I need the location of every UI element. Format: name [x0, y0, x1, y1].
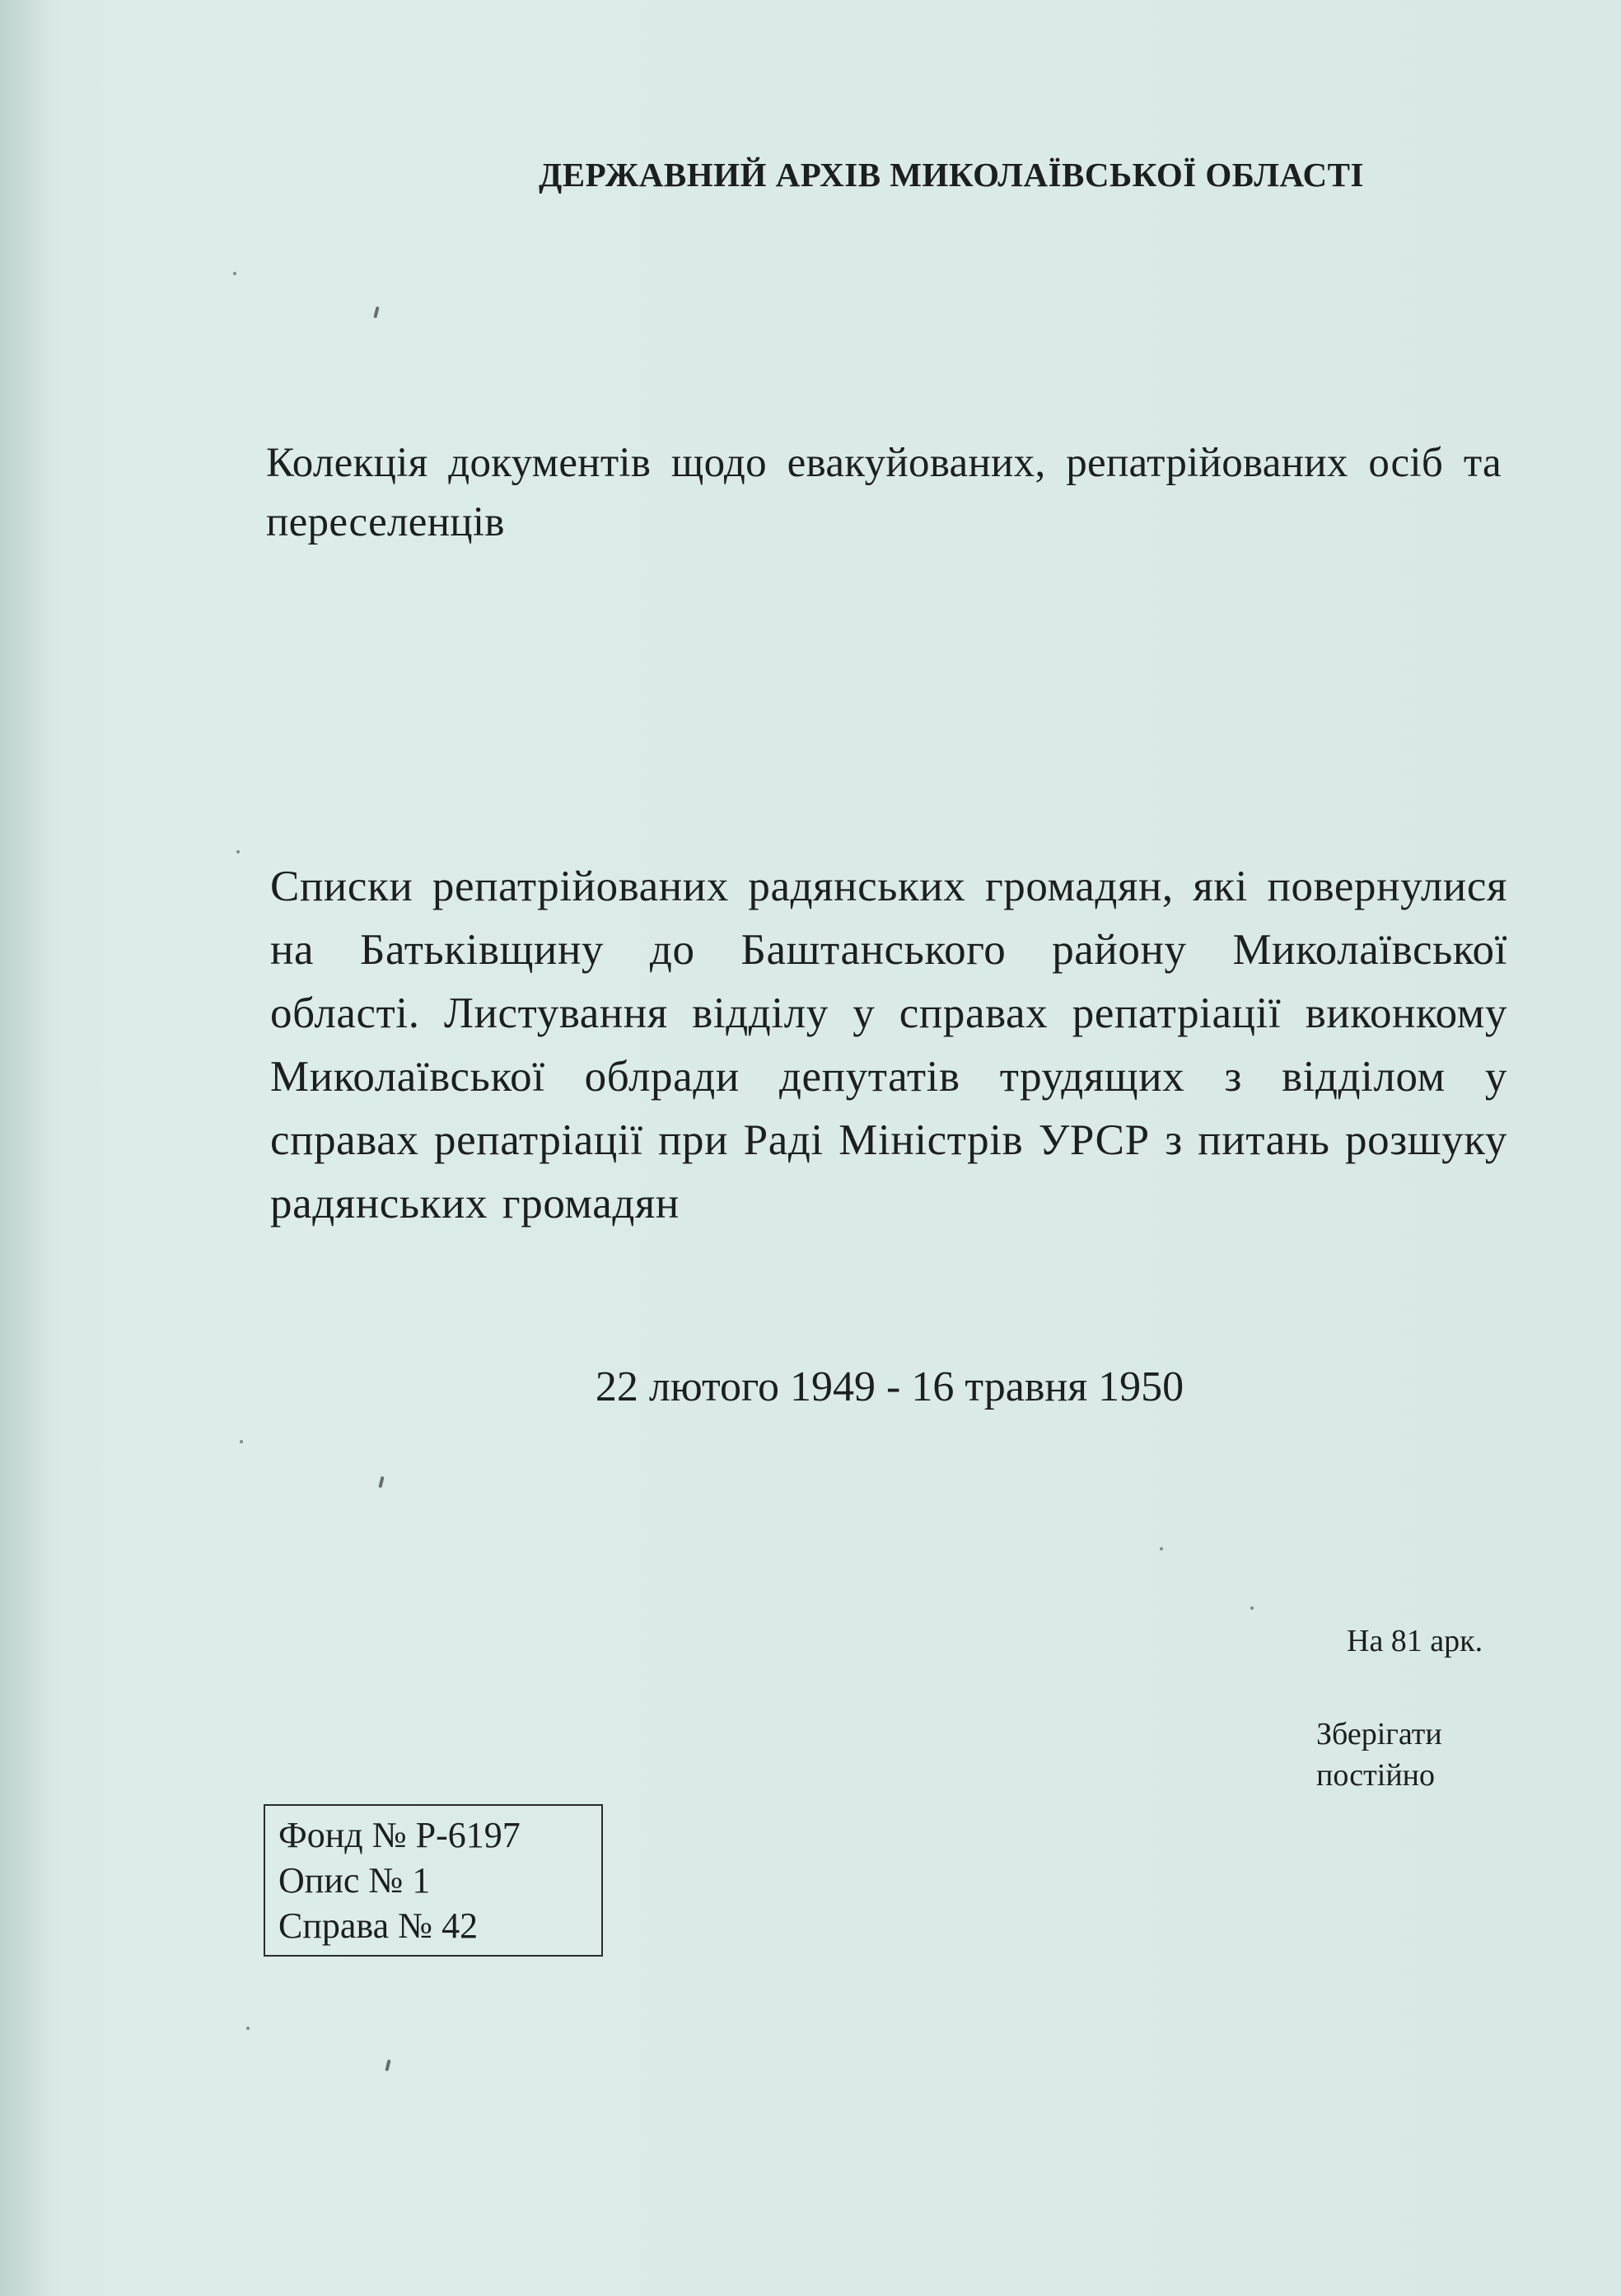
scan-speck — [233, 272, 236, 275]
sprava-number: Справа № 42 — [278, 1906, 479, 1946]
retention-line-1: Зберігати — [1316, 1717, 1442, 1751]
scan-mark — [378, 1476, 384, 1489]
date-range: 22 лютого 1949 - 16 травня 1950 — [595, 1363, 1184, 1410]
fond-number: Фонд № Р-6197 — [278, 1815, 521, 1855]
archive-reference-box — [264, 1804, 603, 1957]
sheet-count: На 81 арк. — [1347, 1624, 1483, 1658]
scan-speck — [1250, 1606, 1254, 1610]
archive-header: ДЕРЖАВНИЙ АРХІВ МИКОЛАЇВСЬКОЇ ОБЛАСТІ — [539, 156, 1364, 194]
retention-line-2: постійно — [1316, 1758, 1435, 1793]
scan-mark — [373, 306, 379, 319]
opys-number: Опис № 1 — [278, 1860, 431, 1901]
retention-note — [1316, 1714, 1442, 1796]
scan-speck — [1160, 1547, 1163, 1550]
file-description: Списки репатрійованих радянських громадян, які повернулися на Батьківщину до Баштанського району Миколаївської області. Листування відділу у справах репатріації виконкому Миколаївської облради депутатів трудящих з відділом у справах репатріації при Раді Міністрів УРСР з питань розшуку радянських громадян — [270, 863, 1507, 1227]
scan-speck — [240, 1440, 243, 1443]
scan-speck — [246, 2027, 250, 2030]
scan-speck — [236, 850, 240, 853]
collection-title: Колекція документів щодо евакуйованих, репатрійованих осіб та переселенців — [266, 440, 1502, 545]
scan-mark — [385, 2060, 390, 2072]
